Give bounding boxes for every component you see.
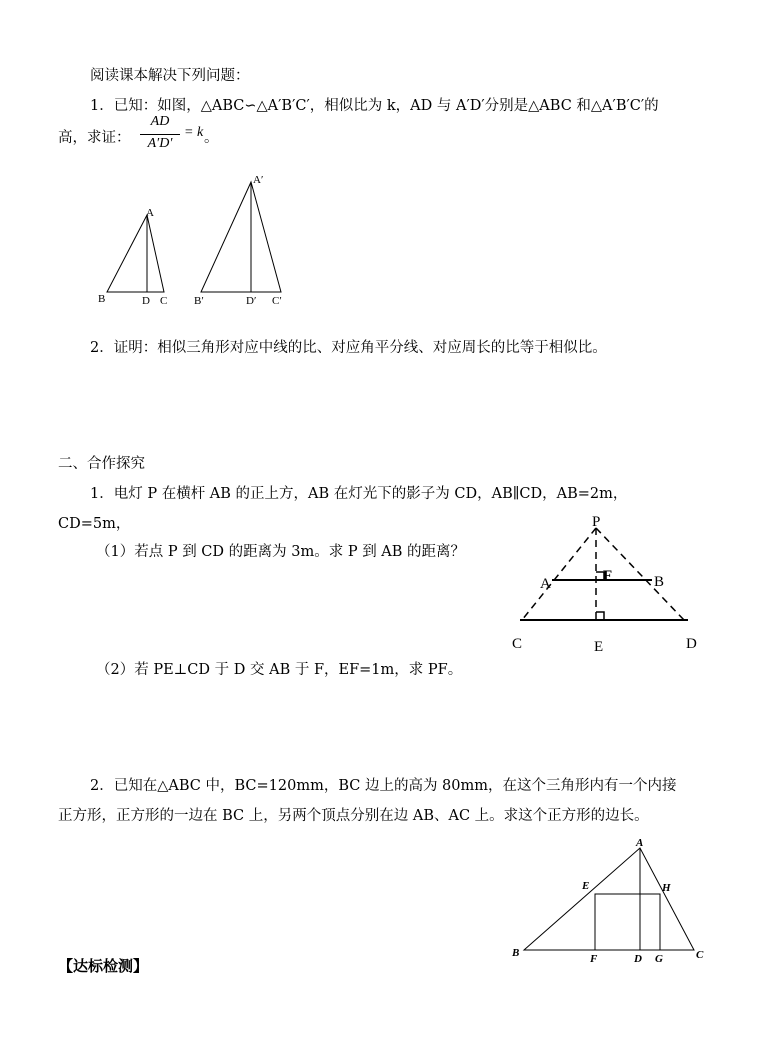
lamp-shadow-figure [508,512,728,655]
formula-end-punct: 。 [204,130,219,146]
fig3-label-e: E [582,880,590,892]
fig1-label-a: A [146,207,154,219]
triangle-abc [107,215,164,292]
problem-1-line-2: CD=5m， [58,516,131,532]
formula-rhs: = k [184,125,204,140]
inscribed-square [595,894,660,950]
question-1-line-1: 1．已知：如图，△ABC∽△A′B′C′，相似比为 k，AD 与 A′D′分别是△ABC 和△A′B′C′的 [90,98,659,114]
fig2-label-e: E [594,639,604,655]
fig1-label-b-prime: B′ [194,295,204,307]
question-2: 2．证明：相似三角形对应中线的比、对应角平分线、对应周长的比等于相似比。 [90,340,607,356]
fraction-bar [140,134,180,135]
inscribed-square-figure [508,834,728,964]
section-3-title: 【达标检测】 [58,957,149,975]
intro-text: 阅读课本解决下列问题： [90,68,250,84]
fig2-label-b: B [654,574,665,590]
fig3-label-g: G [655,953,663,965]
formula-numerator: AD [150,114,170,129]
fig3-label-d: D [634,953,642,965]
problem-1-sub-1: （1）若点 P 到 CD 的距离为 3m。求 P 到 AB 的距离？ [96,544,466,560]
fig2-label-a: A [540,576,551,592]
fig3-label-c: C [696,949,704,961]
triangle-abc-large [524,848,694,950]
fig1-label-c-prime: C′ [272,295,282,307]
fig3-label-b: B [512,947,520,959]
problem-2-line-2: 正方形，正方形的一边在 BC 上，另两个顶点分别在边 AB、AC 上。求这个正方形的边长。 [58,808,649,824]
fig1-label-a-prime: A′ [253,174,264,186]
problem-2-line-1: 2．已知在△ABC 中，BC=120mm，BC 边上的高为 80mm，在这个三角形内有一个内接 [90,778,677,794]
fig1-label-d-prime: D′ [246,295,257,307]
section-2-title: 二、合作探究 [58,456,145,472]
ray-pc [522,528,596,620]
fig3-label-h: H [662,882,671,894]
problem-1-sub-2: （2）若 PE⊥CD 于 D 交 AB 于 F，EF=1m，求 PF。 [96,662,463,678]
triangle-a-prime [201,182,281,292]
similar-triangles-figure [90,170,390,310]
fig3-label-a: A [636,837,644,849]
fig1-label-d: D [142,295,150,307]
fig1-label-b: B [98,293,106,305]
fig2-label-f: F [603,568,613,584]
fig2-label-p: P [592,514,601,530]
problem-1-line-1: 1．电灯 P 在横杆 AB 的正上方，AB 在灯光下的影子为 CD，AB∥CD，AB=2m， [90,486,628,502]
fig1-label-c: C [160,295,168,307]
fig2-label-d: D [686,636,697,652]
formula-denominator: A′D′ [147,136,173,151]
right-angle-e [596,612,604,620]
fig2-label-c: C [512,636,523,652]
fig3-label-f: F [590,953,598,965]
question-1-line-2: 高，求证： [58,130,131,146]
